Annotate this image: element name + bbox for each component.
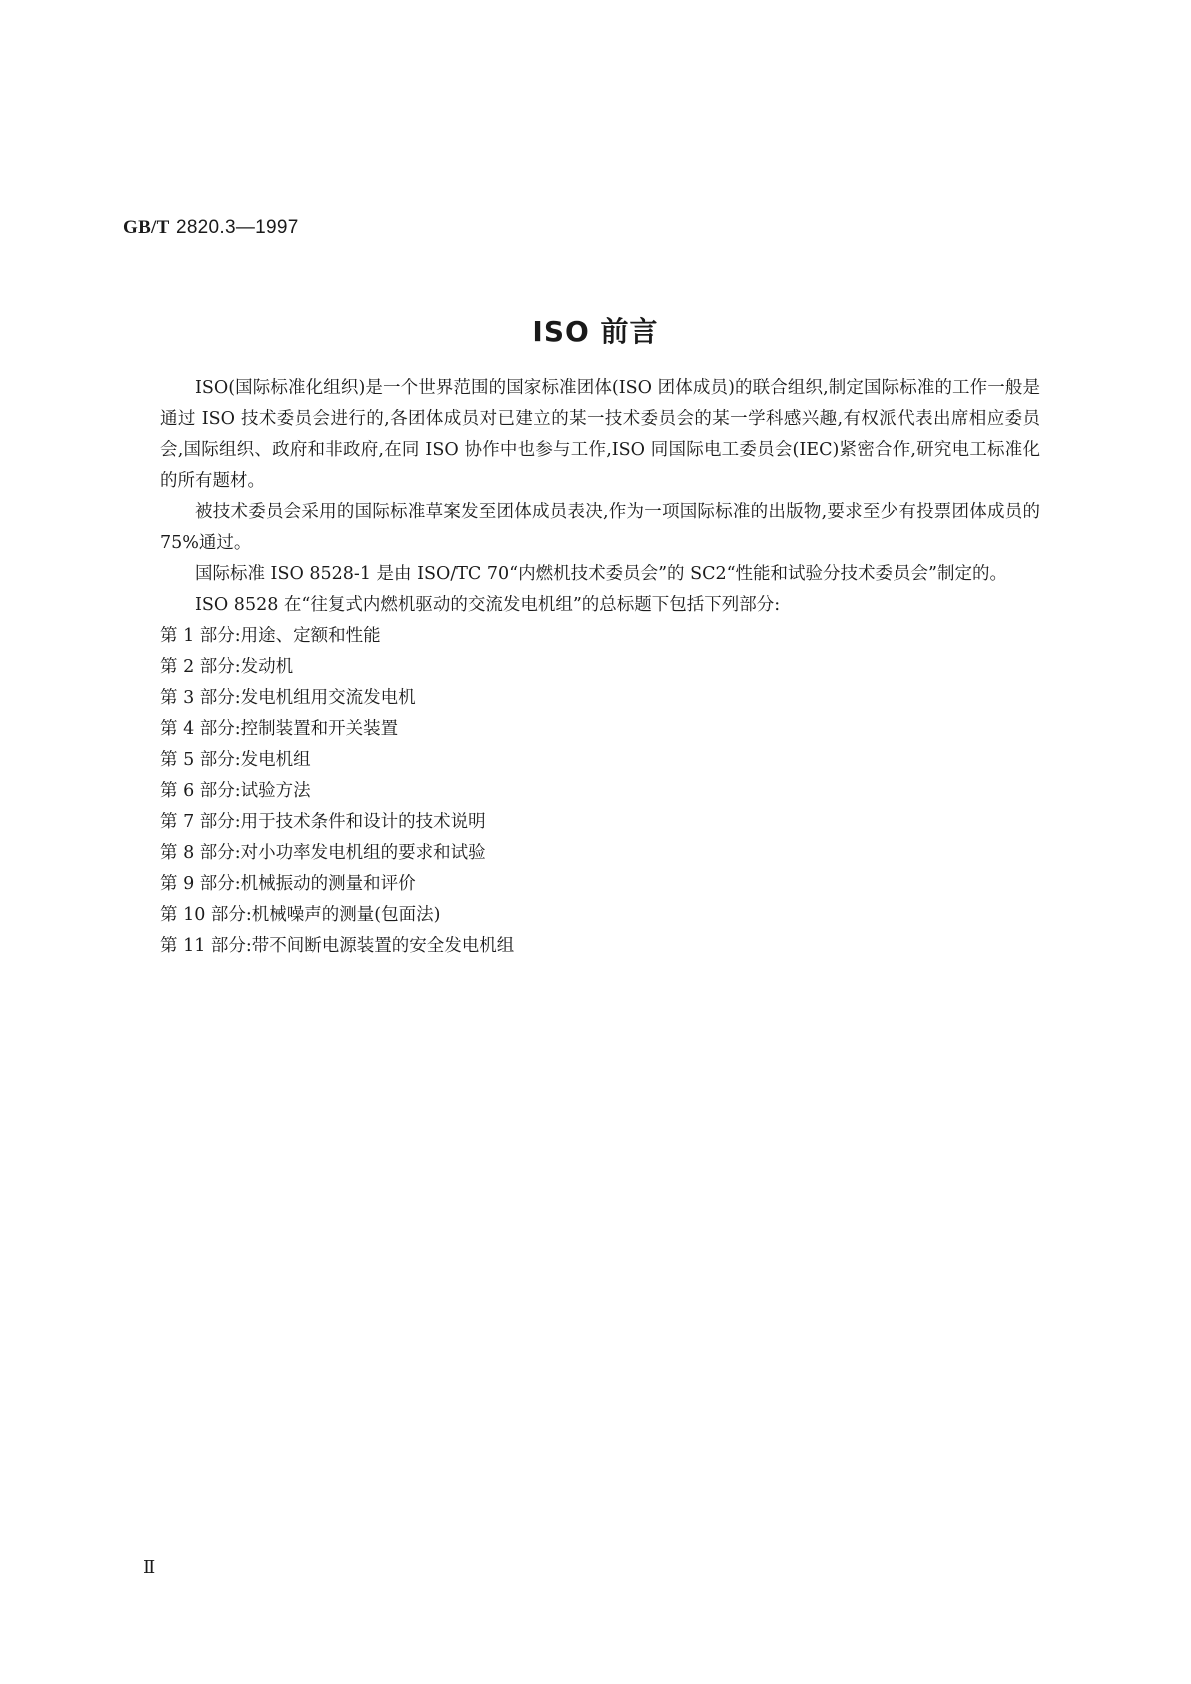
list-item: 第 3 部分:发电机组用交流发电机 <box>160 688 416 708</box>
standard-number: 2820.3—1997 <box>175 217 299 238</box>
parts-list <box>160 621 1040 962</box>
paragraph-voting: 被技术委员会采用的国际标准草案发至团体成员表决,作为一项国际标准的出版物,要求至少有投票团体成员的 75%通过。 <box>160 502 1040 553</box>
list-item: 第 9 部分:机械振动的测量和评价 <box>160 874 416 894</box>
list-item: 第 10 部分:机械噪声的测量(包面法) <box>160 905 441 925</box>
list-item: 第 6 部分:试验方法 <box>160 781 311 801</box>
list-item: 第 8 部分:对小功率发电机组的要求和试验 <box>160 843 486 863</box>
list-item: 第 11 部分:带不间断电源装置的安全发电机组 <box>160 936 515 956</box>
parts-list-intro: ISO 8528 在“往复式内燃机驱动的交流发电机组”的总标题下包括下列部分: <box>195 595 781 615</box>
list-item: 第 2 部分:发动机 <box>160 657 294 677</box>
list-item: 第 4 部分:控制装置和开关装置 <box>160 719 399 739</box>
paragraph-iso-intro: ISO(国际标准化组织)是一个世界范围的国家标准团体(ISO 团体成员)的联合组织,制定国际标准的工作一般是通过 ISO 技术委员会进行的,各团体成员对已建立的某一技术委员会的某一学科感兴趣,有权派代表出席相应委员会,国际组织、政府和非政府,在同 ISO 协作中也参与工作,ISO 同国际电工委员会(IEC)紧密合作,研究电工标准化的所有题材。 <box>160 378 1040 491</box>
page-title: ISO 前言 <box>532 315 659 348</box>
standard-code <box>123 216 299 239</box>
list-item: 第 7 部分:用于技术条件和设计的技术说明 <box>160 812 486 832</box>
standard-prefix: GB/T <box>123 217 170 238</box>
document-body <box>160 373 1040 962</box>
list-item: 第 5 部分:发电机组 <box>160 750 311 770</box>
list-item: 第 1 部分:用途、定额和性能 <box>160 626 381 646</box>
page-number: Ⅱ <box>143 1557 156 1577</box>
paragraph-committee: 国际标准 ISO 8528-1 是由 ISO/TC 70“内燃机技术委员会”的 SC2“性能和试验分技术委员会”制定的。 <box>195 564 1007 584</box>
